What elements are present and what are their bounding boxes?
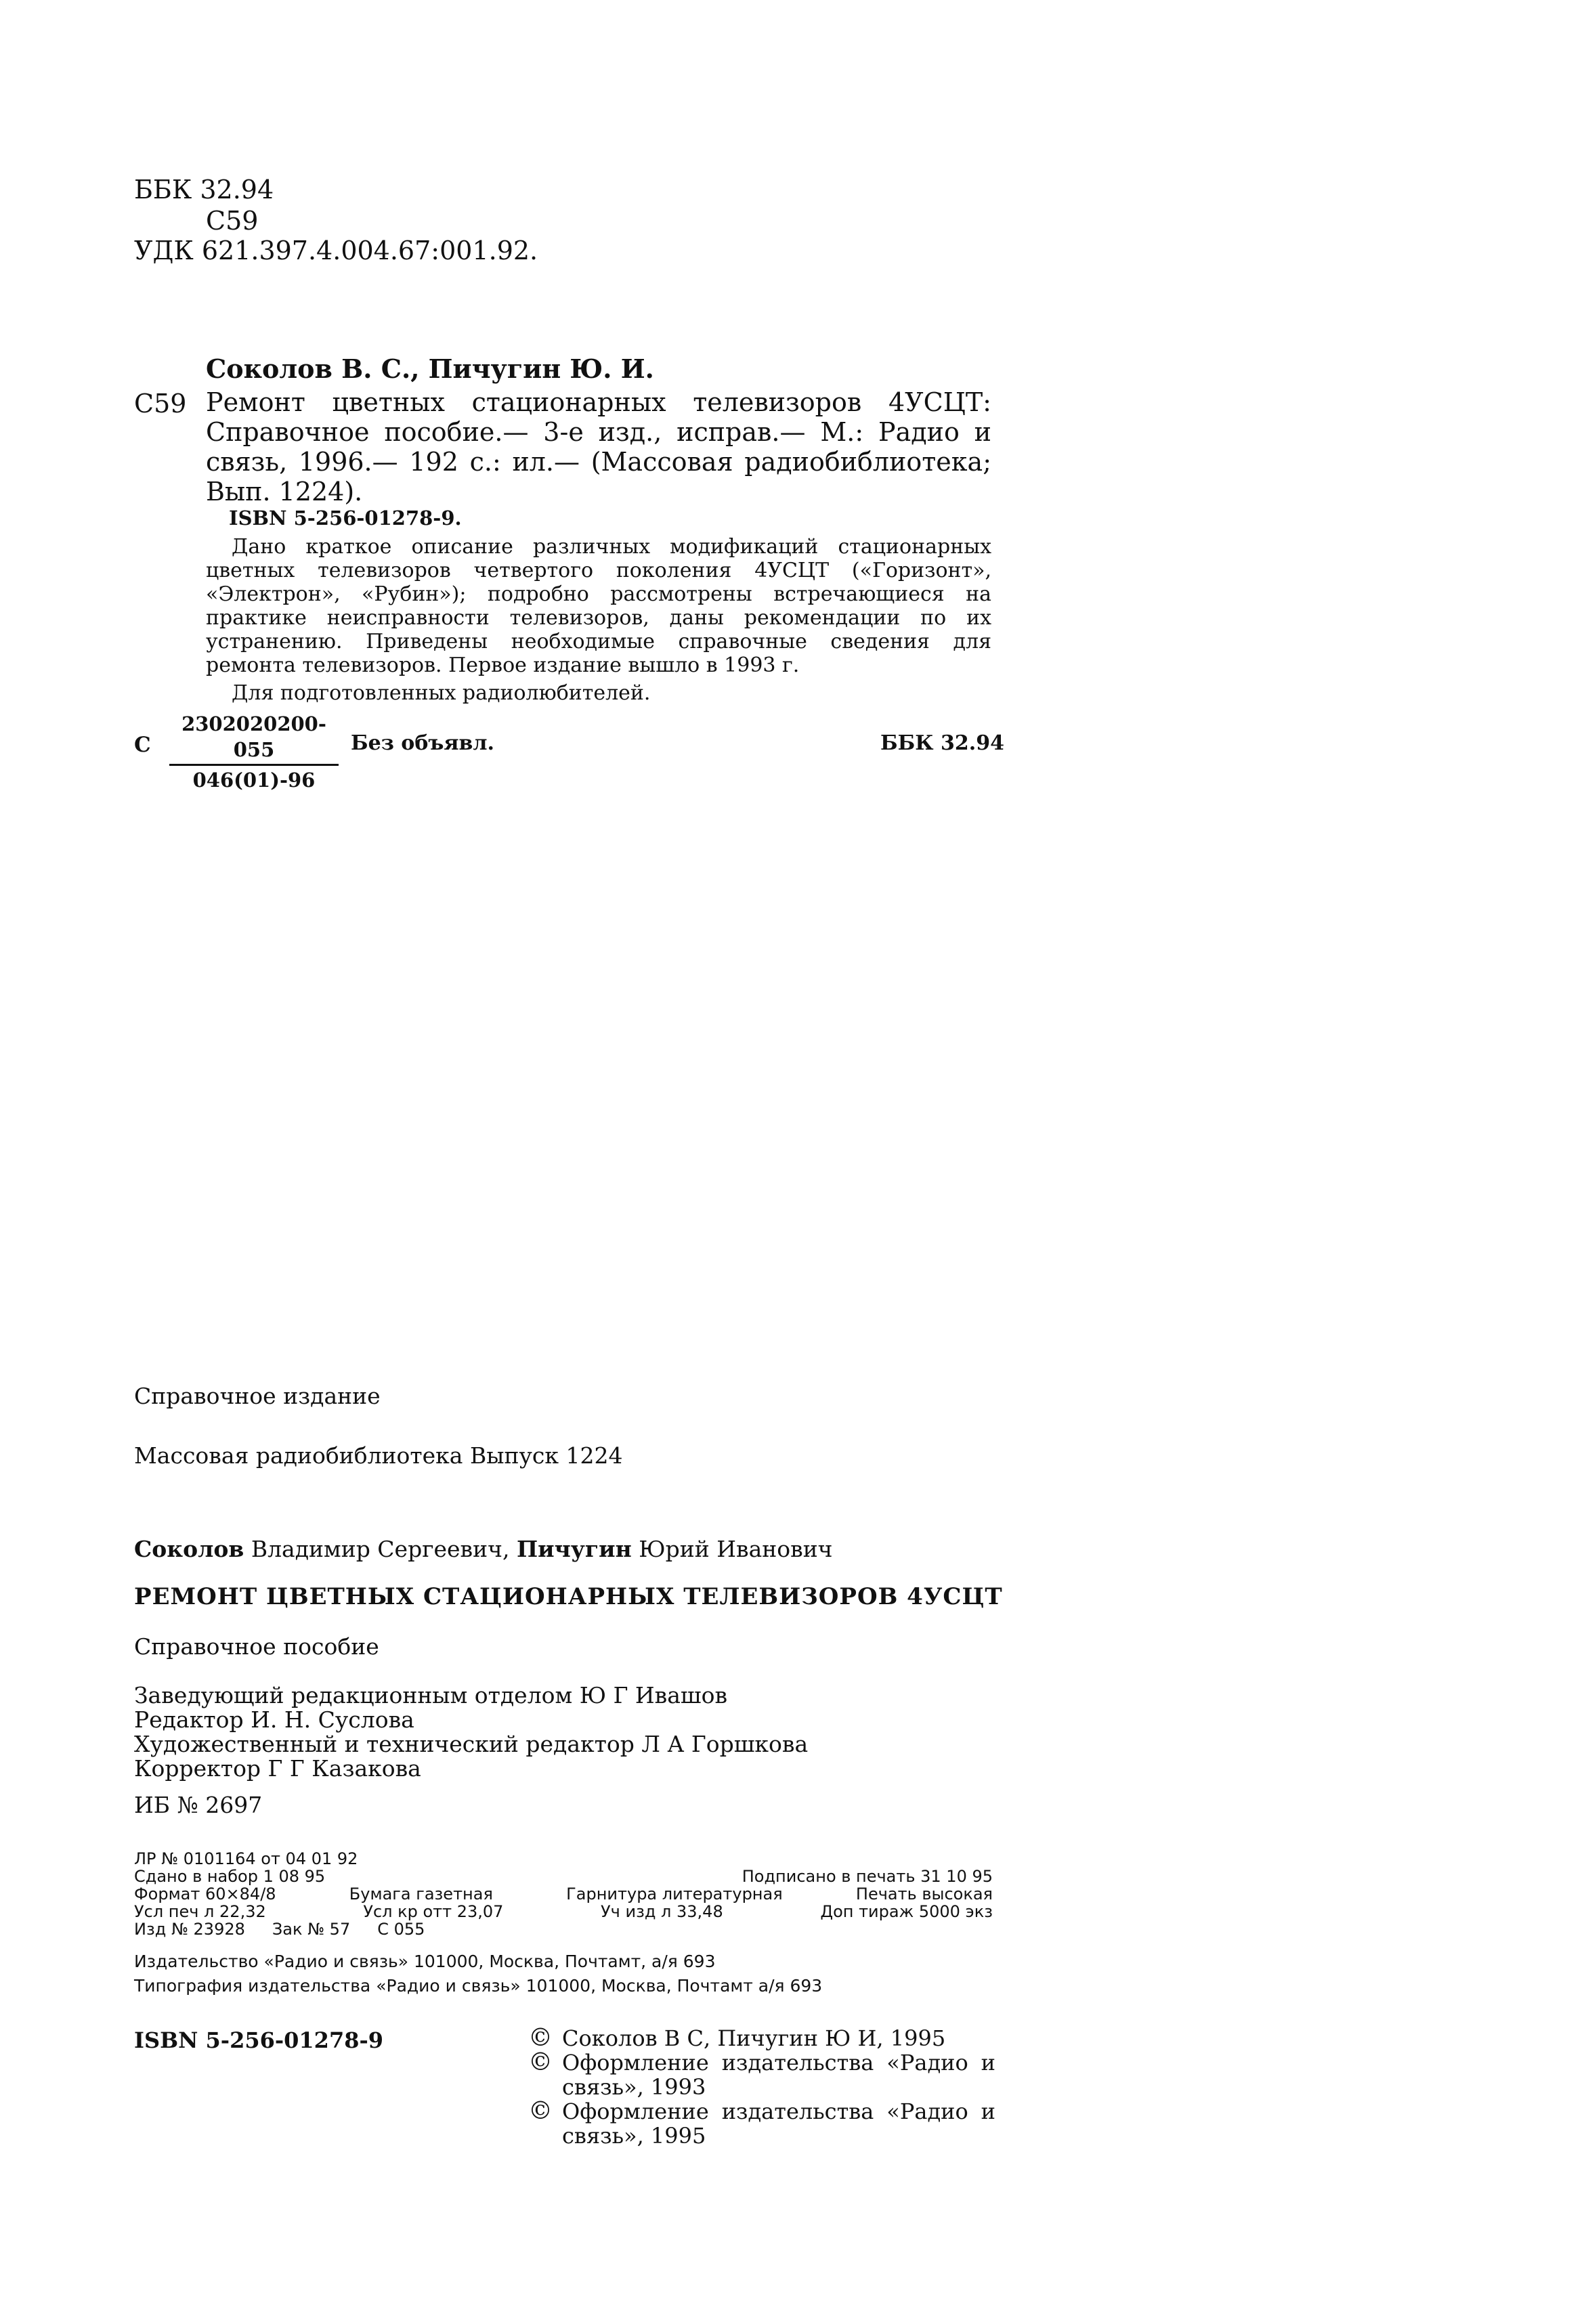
staff-line: Художественный и технический редактор Л А Горшкова: [134, 1731, 809, 1757]
book-title: РЕМОНТ ЦВЕТНЫХ СТАЦИОНАРНЫХ ТЕЛЕВИЗОРОВ 4УСЦТ: [134, 1583, 1003, 1610]
copyright-text: Соколов В С, Пичугин Ю И, 1995: [562, 2025, 946, 2051]
extra-run: Доп тираж 5000 экз: [820, 1902, 993, 1921]
author-surname: Соколов: [134, 1536, 244, 1562]
author-surname: Пичугин: [516, 1536, 632, 1562]
submitted-date: Сдано в набор 1 08 95: [134, 1867, 326, 1886]
color-prints: Усл кр отт 23,07: [363, 1902, 504, 1921]
series: Массовая радиобиблиотека Выпуск 1224: [134, 1442, 623, 1469]
technical-details: [134, 1850, 993, 1938]
card-index-numerator: 2302020200-055: [181, 712, 326, 761]
bbk-classification: ББК 32.94: [134, 175, 274, 205]
print-type: Печать высокая: [855, 1885, 993, 1903]
card-index-fraction: [169, 711, 339, 793]
izd-number: Изд № 23928: [134, 1920, 245, 1939]
card-audience: Для подготовленных радиолюбителей.: [232, 681, 651, 705]
copyright-item: [528, 2099, 995, 2148]
copyright-text: Оформление издательства «Радио и связь», 1995: [562, 2099, 995, 2149]
copyright-item: [528, 2050, 995, 2099]
print-sheets: Усл печ л 22,32: [134, 1902, 266, 1921]
tech-row: [134, 1850, 993, 1868]
edit-sheets: Уч изд л 33,48: [601, 1902, 723, 1921]
book-subtitle: Справочное пособие: [134, 1633, 379, 1660]
udk-classification: УДК 621.397.4.004.67:001.92.: [134, 236, 538, 265]
card-abstract: Дано краткое описание различных модификаций стационарных цветных телевизоров четвертого поколения 4УСЦТ («Горизонт», «Электрон», «Рубин»); подробно рассмотрены встречающиеся на практике неисправности телевизоров, даны рекомендации по их устранению. Приведены необходимые справочные сведения для ремонта телевизоров. Первое издание вышло в 1993 г.: [206, 535, 991, 677]
staff-line: Редактор И. Н. Суслова: [134, 1706, 414, 1733]
card-index-letter: С: [134, 733, 151, 757]
copyright-list: [528, 2026, 995, 2148]
format: Формат 60×84/8: [134, 1885, 276, 1903]
order-number: Зак № 57: [272, 1920, 351, 1939]
tech-row: [134, 1885, 993, 1903]
author-mark: С59: [206, 206, 259, 236]
author-name: Владимир Сергеевич,: [251, 1536, 510, 1562]
card-authors: Соколов В. С., Пичугин Ю. И.: [206, 353, 654, 384]
printer: Типография издательства «Радио и связь» 101000, Москва, Почтамт а/я 693: [134, 1976, 823, 1996]
typeface: Гарнитура литературная: [566, 1885, 783, 1903]
ib-number: ИБ № 2697: [134, 1792, 263, 1818]
copyright-item: [528, 2026, 995, 2050]
signed-date: Подписано в печать 31 10 95: [742, 1867, 993, 1886]
authors-full: [134, 1536, 833, 1562]
publisher: Издательство «Радио и связь» 101000, Москва, Почтамт, а/я 693: [134, 1952, 716, 1971]
card-price-note: Без объявл.: [351, 731, 494, 755]
card-bibliographic-description: Ремонт цветных стационарных телевизоров 4УСЦТ: Справочное пособие.— 3-е изд., исправ.— М.: Радио и связь, 1996.— 192 с.: ил.— (Массовая радиобиблиотека; Вып. 1224).: [206, 387, 991, 507]
code: С 055: [377, 1920, 425, 1939]
card-author-mark: С59: [134, 389, 187, 418]
card-isbn: ISBN 5-256-01278-9.: [229, 507, 462, 530]
isbn: ISBN 5-256-01278-9: [134, 2027, 384, 2053]
staff-list: [134, 1683, 808, 1781]
card-index-denominator: 046(01)-96: [192, 769, 316, 792]
copyright-icon: ©: [528, 2097, 553, 2125]
staff-line: Корректор Г Г Казакова: [134, 1755, 421, 1782]
license-number: ЛР № 0101164 от 04 01 92: [134, 1849, 358, 1868]
staff-line: Заведующий редакционным отделом Ю Г Ивашов: [134, 1682, 728, 1708]
tech-row: [134, 1903, 993, 1920]
tech-row: [134, 1868, 993, 1885]
paper: Бумага газетная: [349, 1885, 493, 1903]
edition-type: Справочное издание: [134, 1383, 381, 1409]
fraction-line: [169, 764, 339, 766]
tech-row: [134, 1920, 993, 1938]
copyright-icon: ©: [528, 2024, 553, 2052]
copyright-text: Оформление издательства «Радио и связь», 1993: [562, 2050, 995, 2100]
copyright-icon: ©: [528, 2048, 553, 2076]
author-name: Юрий Иванович: [639, 1536, 833, 1562]
card-bbk: ББК 32.94: [880, 731, 1004, 755]
